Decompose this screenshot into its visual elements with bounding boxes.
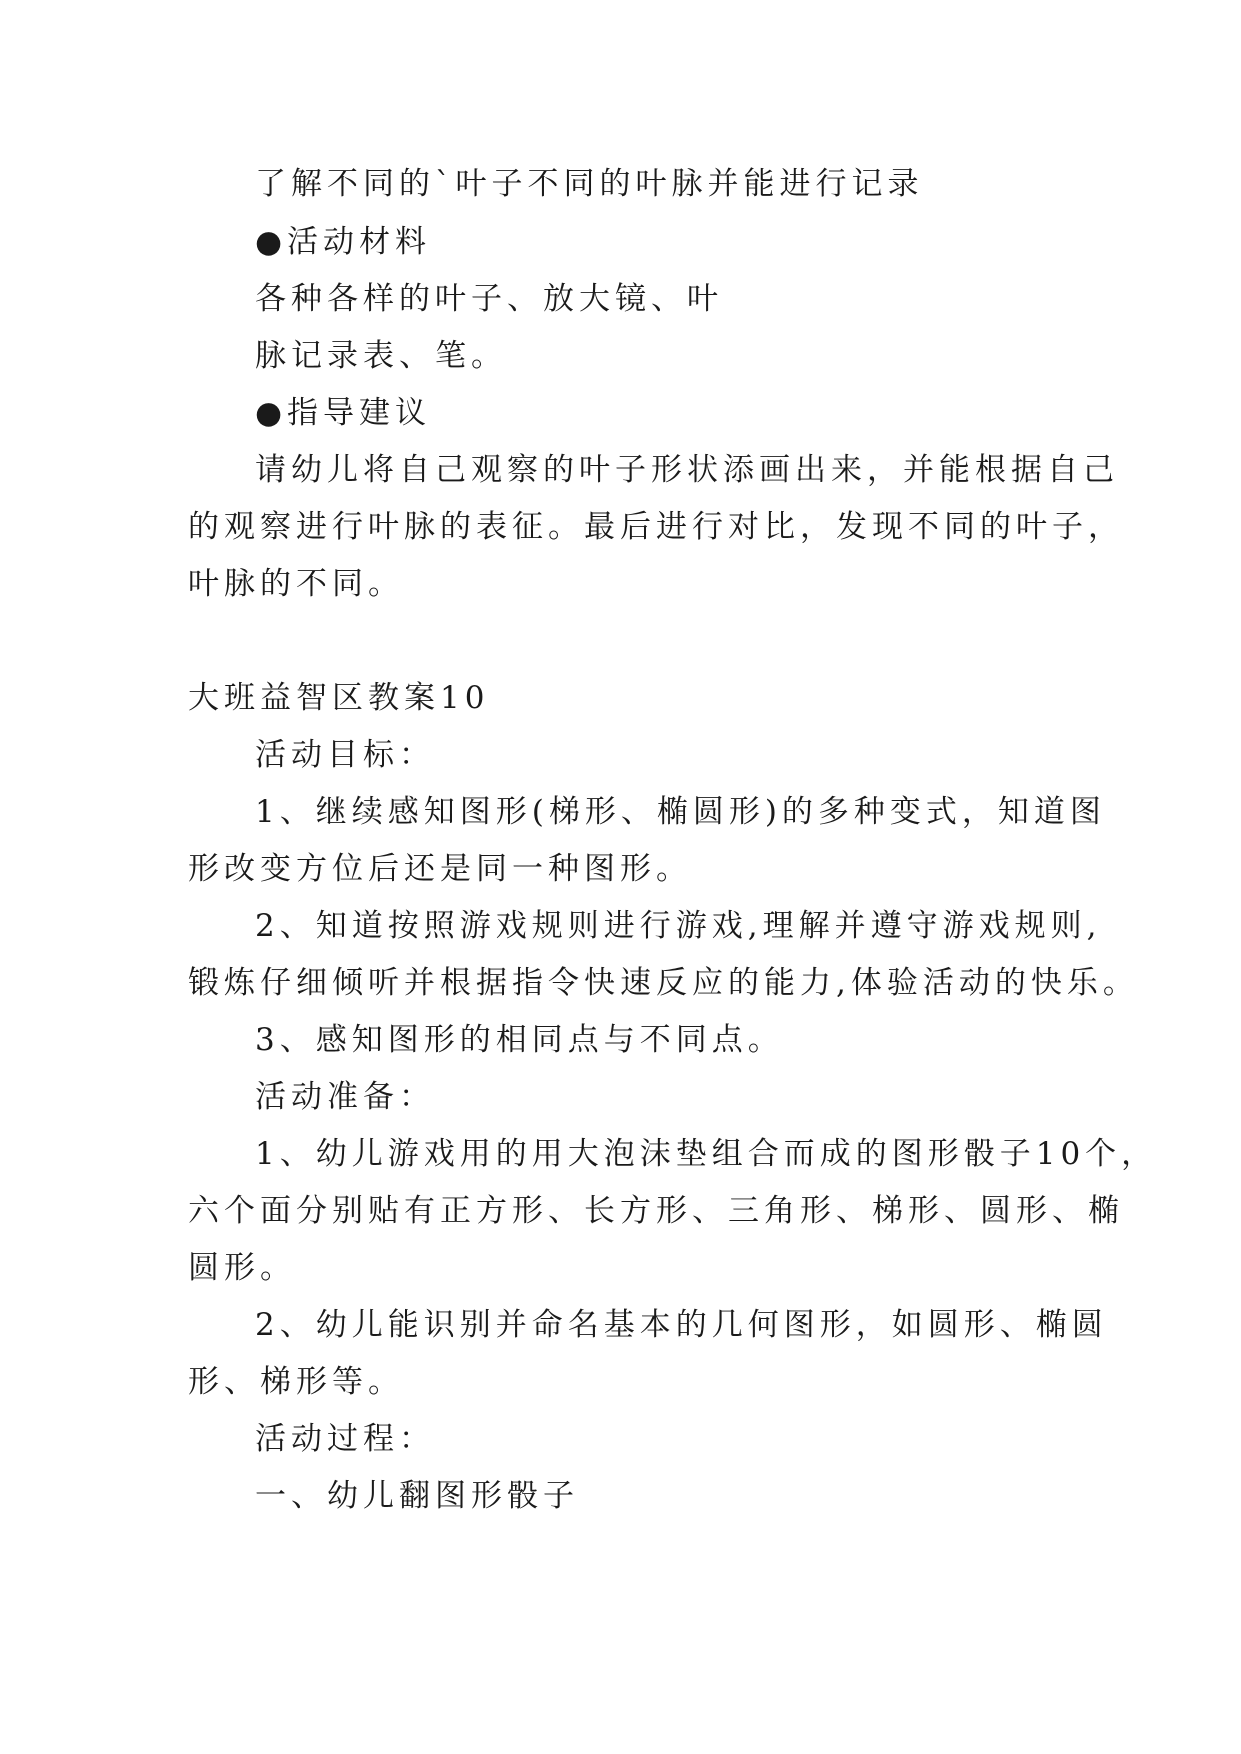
- heading-guidance: ●指导建议: [255, 395, 432, 431]
- text-line-guidance-2: 的观察进行叶脉的表征。最后进行对比，发现不同的叶子，: [188, 509, 1124, 545]
- text-line-process-1: 一、幼儿翻图形骰子: [255, 1478, 579, 1514]
- text-line-prep-2a: 2、幼儿能识别并命名基本的几何图形，如圆形、椭圆: [255, 1307, 1108, 1343]
- text-line-materials-1: 各种各样的叶子、放大镜、叶: [255, 281, 723, 317]
- text-line-goal-2a: 2、知道按照游戏规则进行游戏,理解并遵守游戏规则,: [255, 908, 1102, 944]
- heading-activity-materials: ●活动材料: [255, 224, 432, 260]
- text-line-materials-2: 脉记录表、笔。: [255, 338, 507, 374]
- text-line-guidance-1: 请幼儿将自己观察的叶子形状添画出来，并能根据自己: [255, 452, 1119, 488]
- text-line-goal-1b: 形改变方位后还是同一种图形。: [188, 851, 692, 887]
- text-line-prep-2b: 形、梯形等。: [188, 1364, 404, 1400]
- section-title: 大班益智区教案10: [188, 680, 490, 716]
- heading-activity-preparation: 活动准备：: [255, 1079, 435, 1115]
- text-line-goal-2b: 锻炼仔细倾听并根据指令快速反应的能力,体验活动的快乐。: [188, 965, 1139, 1001]
- text-line-prep-1a: 1、幼儿游戏用的用大泡沫垫组合而成的图形骰子10个，: [255, 1136, 1158, 1172]
- text-line-prep-1c: 圆形。: [188, 1250, 296, 1286]
- text-line-prep-1b: 六个面分别贴有正方形、长方形、三角形、梯形、圆形、椭: [188, 1193, 1124, 1229]
- text-line-goal-3: 3、感知图形的相同点与不同点。: [255, 1022, 784, 1058]
- text-line-leaf-veins-goal: 了解不同的`叶子不同的叶脉并能进行记录: [255, 166, 924, 202]
- text-line-goal-1a: 1、继续感知图形(梯形、椭圆形)的多种变式，知道图: [255, 794, 1106, 830]
- heading-activity-process: 活动过程：: [255, 1421, 435, 1457]
- heading-activity-goals: 活动目标：: [255, 737, 435, 773]
- text-line-guidance-3: 叶脉的不同。: [188, 566, 404, 602]
